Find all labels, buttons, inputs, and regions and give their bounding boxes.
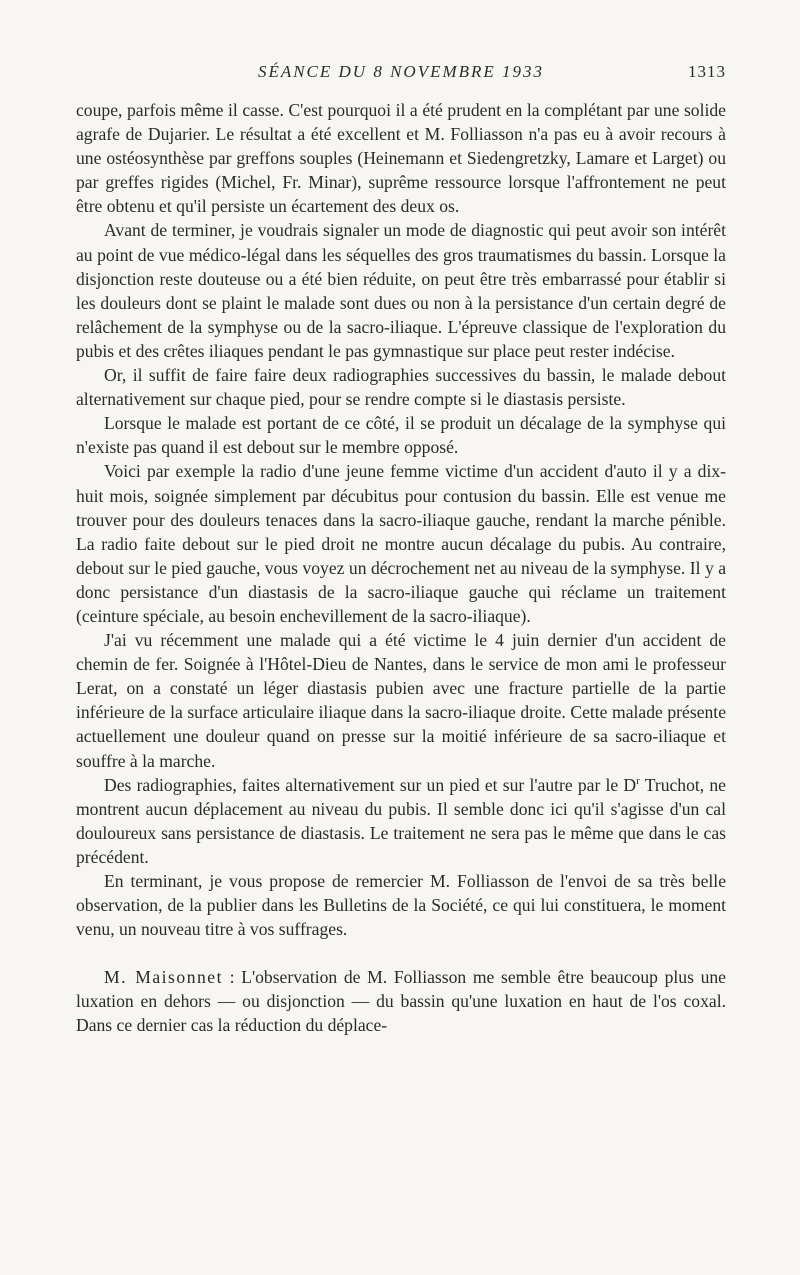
- paragraph: Lorsque le malade est portant de ce côté, il se produit un décalage de la symphyse qui n'existe pas quand il est debout sur le membre opposé.: [76, 413, 726, 458]
- paragraph: J'ai vu récemment une malade qui a été victime le 4 juin dernier d'un accident de chemin de fer. Soignée à l'Hôtel-Dieu de Nantes, dans le service de mon ami le professeur Lerat, on a constaté un léger diastasis pubien avec une fracture partielle de la partie inférieure de la surface articulaire iliaque dans la sacro-iliaque droite. Cette malade présente actuellement une douleur quand on presse sur la moitié inférieure de sa sacro-iliaque et souffre à la marche.: [76, 630, 726, 771]
- speaker-name: M. Maisonnet: [104, 967, 223, 988]
- page-number: 1313: [688, 62, 726, 81]
- paragraph: coupe, parfois même il casse. C'est pourquoi il a été prudent en la complétant par une solide agrafe de Dujarier. Le résultat a été excellent et M. Folliasson n'a pas eu à avoir recours à une ostéosynthèse par greffons souples (Heinemann et Siedengretzky, Lamare et Larget) ou par greffes rigides (Michel, Fr. Minar), suprême ressource lorsque l'affrontement ne peut être obtenu et qu'il persiste un écartement des deux os.: [76, 100, 726, 217]
- paragraph: [76, 965, 726, 1037]
- paragraph: En terminant, je vous propose de remercier M. Folliasson de l'envoi de sa très belle observation, de la publier dans les Bulletins de la Société, ce qui lui constituera, le moment venu, un nouveau titre à vos suffrages.: [76, 871, 726, 940]
- page-header: [76, 62, 726, 86]
- running-title: SÉANCE DU 8 NOVEMBRE 1933: [257, 62, 545, 81]
- paragraph: Voici par exemple la radio d'une jeune femme victime d'un accident d'auto il y a dix-huit mois, soignée simplement par décubitus pour contusion du bassin. Elle est venue me trouver pour des douleurs tenaces dans la sacro-iliaque gauche, rendant la marche pénible. La radio faite debout sur le pied droit ne montre aucun décalage du pubis. Au contraire, debout sur le pied gauche, vous voyez un décrochement net au niveau de la symphyse. Il y a donc persistance d'un diastasis de la sacro-iliaque gauche qui réclame un traitement (ceinture spéciale, au besoin enchevillement de la sacro-iliaque).: [76, 461, 726, 626]
- paragraph: Or, il suffit de faire faire deux radiographies successives du bassin, le malade debout alternativement sur chaque pied, pour se rendre compte si le diastasis persiste.: [76, 365, 726, 410]
- superscript: r: [636, 774, 640, 787]
- paragraph-text: : L'observation de M. Folliasson me semble être beaucoup plus une luxation en dehors — ou disjonction — du bassin qu'une luxation en haut de l'os coxal. Dans ce dernier cas la réduction du déplace-: [76, 967, 726, 1036]
- body-text: [76, 98, 726, 1038]
- paragraph-text: Des radiographies, faites alternativement sur un pied et sur l'autre par le D: [104, 774, 637, 795]
- paragraph: [76, 773, 726, 869]
- paragraph: Avant de terminer, je voudrais signaler un mode de diagnostic qui peut avoir son intérêt au point de vue médico-légal dans les séquelles des gros traumatismes du bassin. Lorsque la disjonction reste douteuse ou a été bien réduite, on peut être très embarrassé pour établir si les douleurs dont se plaint le malade sont dues ou non à la persistance d'un certain degré de relâchement de la symphyse ou de la sacro-iliaque. L'épreuve classique de l'exploration du pubis et des crêtes iliaques pendant le pas gymnastique sur place peut rester indécise.: [76, 220, 726, 361]
- paragraph-text: Truchot, ne montrent aucun déplacement au niveau du pubis. Il semble donc ici qu'il s'agisse d'un cal douloureux sans persistance de diastasis. Le traitement ne sera pas le même que dans le cas précédent.: [76, 774, 726, 867]
